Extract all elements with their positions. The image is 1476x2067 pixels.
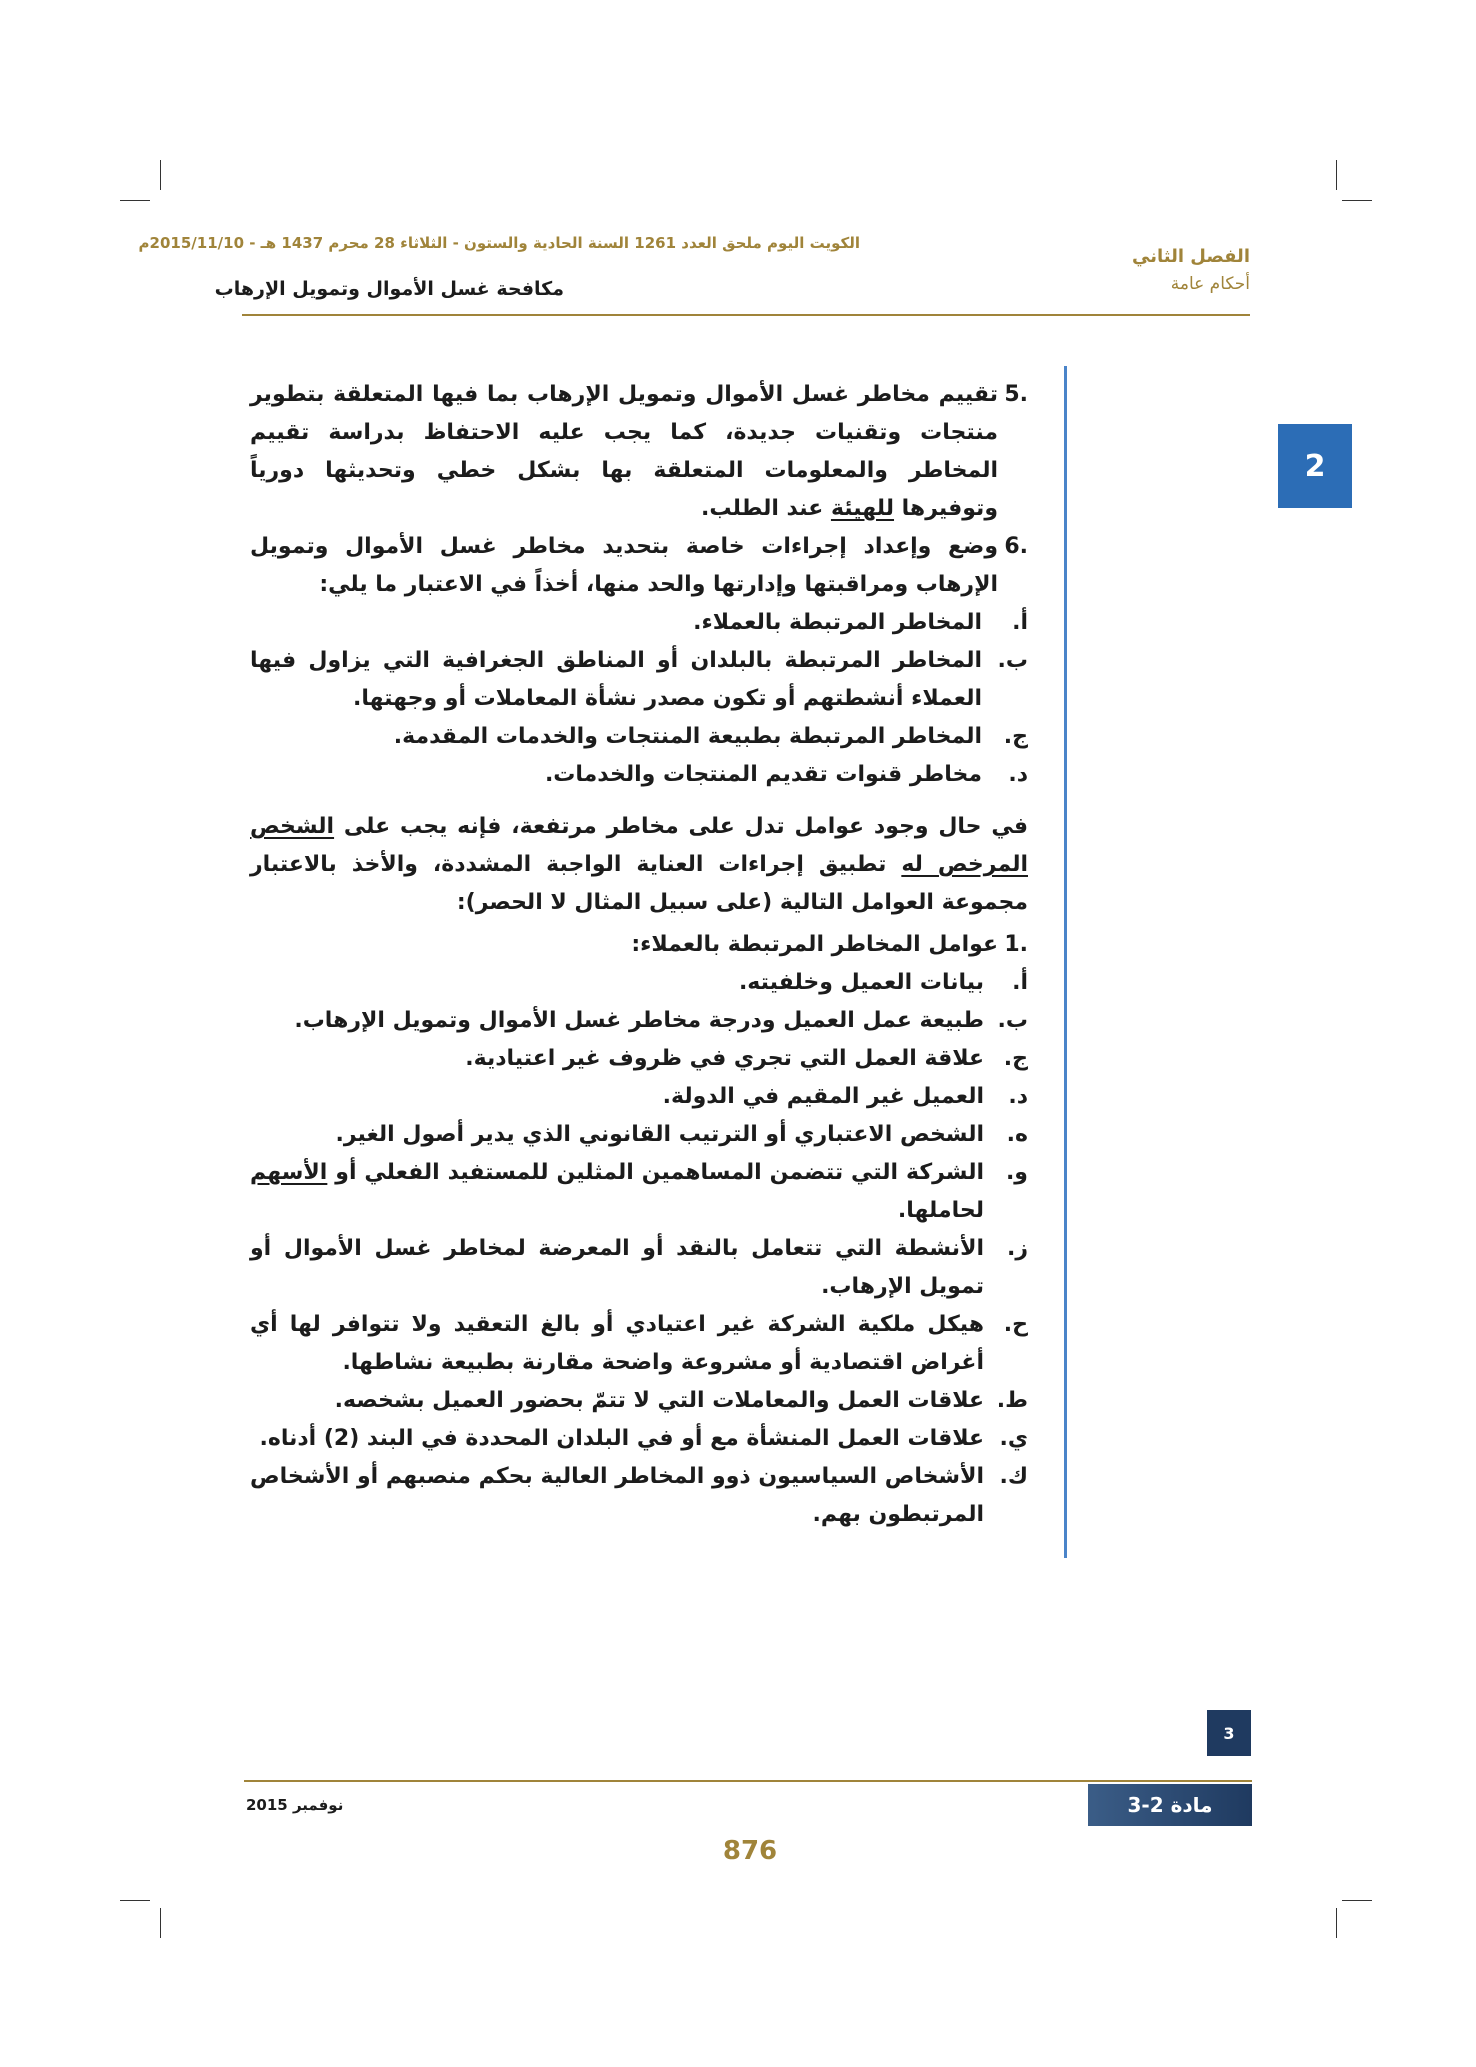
article-label: مادة 2-3 [1088,1784,1252,1826]
sub-item-text: الأنشطة التي تتعامل بالنقد أو المعرضة لمخاطر غسل الأموال أو تمويل الإرهاب. [250,1236,984,1299]
item-number: .6 [1004,534,1028,559]
paragraph-text: في حال وجود عوامل تدل على مخاطر مرتفعة، فإنه يجب على [334,814,1028,839]
vertical-rule [1064,366,1067,1558]
sub-item-letter: ز. [1006,1236,1028,1261]
sub-item-text: طبيعة عمل العميل ودرجة مخاطر غسل الأموال وتمويل الإرهاب. [294,1008,984,1033]
crop-mark [1342,200,1372,201]
sub-item-letter: و. [1005,1160,1028,1185]
sub-item-letter: ج. [1003,724,1028,749]
sub-item-letter: أ. [1012,970,1028,995]
sub-item [250,1078,1028,1116]
sub-item-letter: ب. [997,648,1028,673]
sub-item [250,1420,1028,1458]
crop-mark [160,160,161,190]
sub-item-text: علاقات العمل والمعاملات التي لا تتمّ بحضور العميل بشخصه. [334,1388,984,1413]
sub-item [250,604,1028,642]
sub-item-text: مخاطر قنوات تقديم المنتجات والخدمات. [544,762,982,787]
item-text: وضع وإعداد إجراءات خاصة بتحديد مخاطر غسل الأموال وتمويل الإرهاب ومراقبتها وإدارتها والحد منها، أخذاً في الاعتبار ما يلي: [250,534,998,597]
item-text: عند الطلب. [701,496,831,521]
sub-item-text: لحاملها. [897,1198,984,1223]
sub-item [250,718,1028,756]
crop-mark [160,1908,161,1938]
sub-item-text: العميل غير المقيم في الدولة. [662,1084,984,1109]
crop-mark [120,200,150,201]
sub-item-text: علاقة العمل التي تجري في ظروف غير اعتيادية. [465,1046,984,1071]
sub-item-letter: أ. [1012,610,1028,635]
crop-mark [1336,1908,1337,1938]
sub-item [250,642,1028,718]
sub-item-letter: د. [1008,762,1028,787]
sub-item-letter: ي. [999,1426,1028,1451]
paragraph-text: تطبيق إجراءات العناية الواجبة المشددة، والأخذ بالاعتبار مجموعة العوامل التالية (على سبيل المثال لا الحصر): [250,852,1028,915]
sub-item-text: الشخص الاعتباري أو الترتيب القانوني الذي يدير أصول الغير. [335,1122,984,1147]
crop-mark [1336,160,1337,190]
list-item [250,528,1028,604]
sub-item-text: الأشخاص السياسيون ذوو المخاطر العالية بحكم منصبهم أو الأشخاص المرتبطون بهم. [250,1464,984,1527]
sub-item [250,1040,1028,1078]
gazette-page-number: 876 [722,1836,778,1866]
sub-item-letter: ه. [1006,1122,1028,1147]
sub-item [250,1002,1028,1040]
document-body [250,376,1028,1534]
sub-item [250,1382,1028,1420]
sub-item [250,756,1028,794]
sub-item-letter: ح. [1003,1312,1028,1337]
document-title: مكافحة غسل الأموال وتمويل الإرهاب [214,278,564,300]
underlined-term: للهيئة [830,496,895,521]
sub-item [250,1116,1028,1154]
sub-item-text: المخاطر المرتبطة بالعملاء. [693,610,982,635]
sub-item [250,1230,1028,1306]
sub-item-letter: د. [1008,1084,1028,1109]
gazette-reference: الكويت اليوم ملحق العدد 1261 السنة الحادية والستون - الثلاثاء 28 محرم 1437 هـ - 2015/11/10م [138,234,860,252]
sub-item-text: الشركة التي تتضمن المساهمين المثلين للمستفيد الفعلي أو [327,1160,984,1185]
chapter-title: الفصل الثاني [1132,246,1250,267]
sub-item-letter: ج. [1003,1046,1028,1071]
item-text: تقييم مخاطر غسل الأموال وتمويل الإرهاب بما فيها المتعلقة بتطوير منتجات وتقنيات جديدة، كما يجب عليه الاحتفاظ بدراسة تقييم المخاطر والمعلومات المتعلقة بها بشكل خطي وتحديثها دورياً وتوفيرها [250,382,998,521]
chapter-tab: 2 [1278,424,1352,508]
sub-item-text: هيكل ملكية الشركة غير اعتيادي أو بالغ التعقيد ولا تتوافر لها أي أغراض اقتصادية أو مشروعة واضحة مقارنة بطبيعة نشاطها. [250,1312,984,1375]
sub-item [250,1458,1028,1534]
header-rule [242,314,1250,316]
sub-item-text: بيانات العميل وخلفيته. [738,970,984,995]
chapter-subtitle: أحكام عامة [1170,274,1250,294]
sub-item [250,1154,1028,1230]
crop-mark [120,1900,150,1901]
sub-item-text: المخاطر المرتبطة بالبلدان أو المناطق الجغرافية التي يزاول فيها العملاء أنشطتهم أو تكون مصدر نشأة المعاملات أو وجهتها. [250,648,982,711]
paragraph [250,808,1028,922]
crop-mark [1342,1900,1372,1901]
footer-date: نوفمبر 2015 [246,1796,344,1814]
item-text: عوامل المخاطر المرتبطة بالعملاء: [631,932,998,957]
sub-item [250,964,1028,1002]
page-number: 3 [1207,1710,1251,1756]
sub-item-letter: ك. [999,1464,1028,1489]
underlined-term: الشخص المرخص له [250,814,1028,877]
sub-item-text: المخاطر المرتبطة بطبيعة المنتجات والخدمات المقدمة. [393,724,982,749]
item-number: .1 [1004,932,1028,957]
footer-rule [244,1780,1252,1782]
item-number: .5 [1004,382,1028,407]
sub-item-text: علاقات العمل المنشأة مع أو في البلدان المحددة في البند (2) أدناه. [259,1426,984,1451]
list-item [250,926,1028,964]
sub-item-letter: ط. [996,1388,1028,1413]
list-item [250,376,1028,528]
underlined-term: الأسهم [250,1160,328,1185]
sub-item [250,1306,1028,1382]
sub-item-letter: ب. [997,1008,1028,1033]
